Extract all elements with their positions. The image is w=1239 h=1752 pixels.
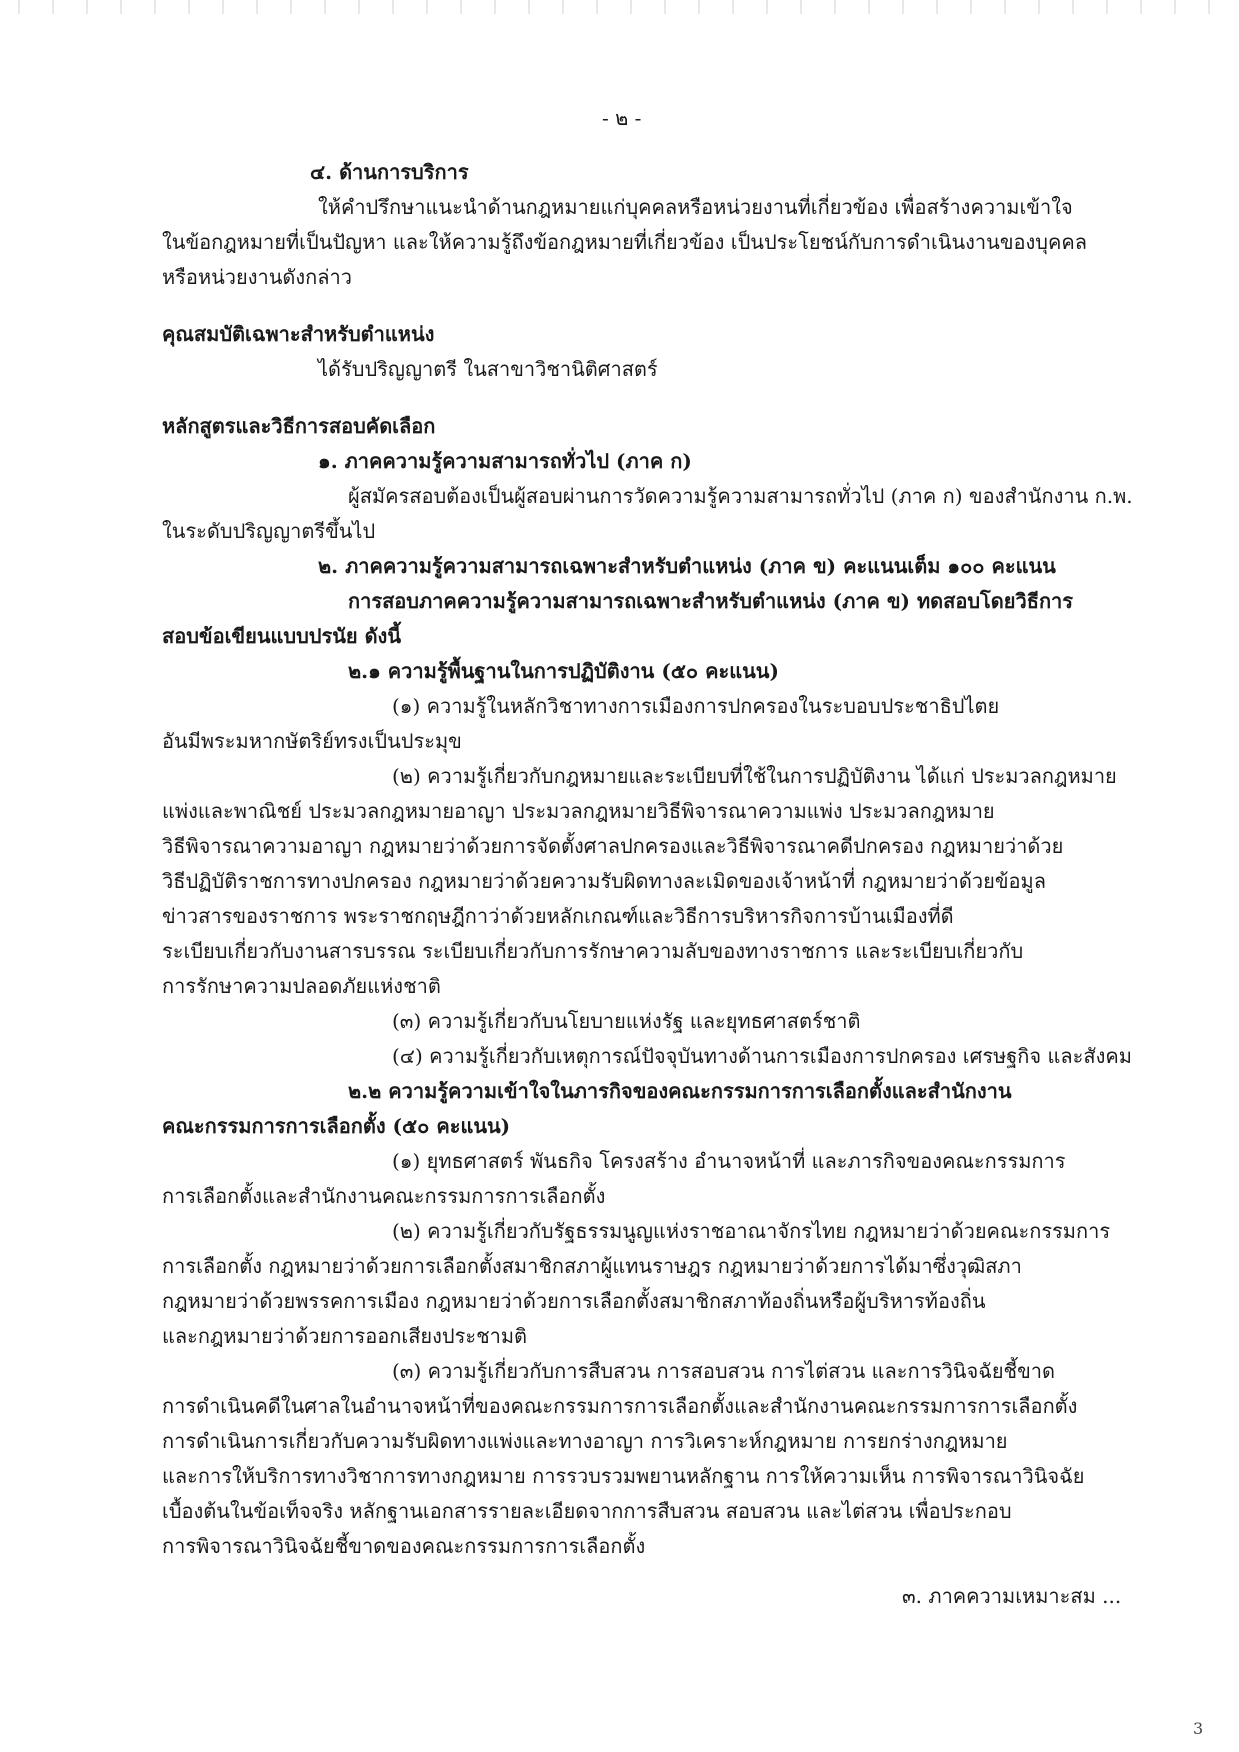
paragraph-line: การดำเนินการเกี่ยวกับความรับผิดทางแพ่งและทางอาญา การวิเคราะห์กฎหมาย การยกร่างกฎหมาย bbox=[162, 1429, 1008, 1453]
page-number: - ๒ - bbox=[602, 106, 642, 130]
paragraph-line: วิธีปฏิบัติราชการทางปกครอง กฎหมายว่าด้วยความรับผิดทางละเมิดของเจ้าหน้าที่ กฎหมายว่าด้วยข้อมูล bbox=[162, 869, 1046, 893]
subheading-part-b: ๒. ภาคความรู้ความสามารถเฉพาะสำหรับตำแหน่ง (ภาค ข) คะแนนเต็ม ๑๐๐ คะแนน bbox=[318, 554, 1056, 578]
paragraph-line: การเลือกตั้ง กฎหมายว่าด้วยการเลือกตั้งสมาชิกสภาผู้แทนราษฎร กฎหมายว่าด้วยการได้มาซึ่งวุฒิสภา bbox=[162, 1254, 1022, 1278]
paragraph-line-bold: การสอบภาคความรู้ความสามารถเฉพาะสำหรับตำแหน่ง (ภาค ข) ทดสอบโดยวิธีการ bbox=[348, 589, 1074, 613]
subheading-part-a: ๑. ภาคความรู้ความสามารถทั่วไป (ภาค ก) bbox=[318, 449, 692, 473]
paragraph-line: อันมีพระมหากษัตริย์ทรงเป็นประมุข bbox=[162, 729, 462, 753]
heading-curriculum: หลักสูตรและวิธีการสอบคัดเลือก bbox=[162, 414, 436, 438]
paragraph-line: เบื้องต้นในข้อเท็จจริง หลักฐานเอกสารรายละเอียดจากการสืบสวน สอบสวน และไต่สวน เพื่อประกอบ bbox=[162, 1499, 1012, 1523]
subheading-2-2: ๒.๒ ความรู้ความเข้าใจในภารกิจของคณะกรรมการการเลือกตั้งและสำนักงาน bbox=[348, 1079, 1012, 1103]
paragraph-line: วิธีพิจารณาความอาญา กฎหมายว่าด้วยการจัดตั้งศาลปกครองและวิธีพิจารณาคดีปกครอง กฎหมายว่าด้วย bbox=[162, 834, 1064, 858]
paragraph-line: กฎหมายว่าด้วยพรรคการเมือง กฎหมายว่าด้วยการเลือกตั้งสมาชิกสภาท้องถิ่นหรือผู้บริหารท้องถิ่น bbox=[162, 1289, 986, 1313]
list-item: (๓) ความรู้เกี่ยวกับการสืบสวน การสอบสวน การไต่สวน และการวินิจฉัยชี้ขาด bbox=[392, 1359, 1056, 1383]
subheading-2-1: ๒.๑ ความรู้พื้นฐานในการปฏิบัติงาน (๕๐ คะแนน) bbox=[348, 659, 779, 683]
list-item: (๔) ความรู้เกี่ยวกับเหตุการณ์ปัจจุบันทางด้านการเมืองการปกครอง เศรษฐกิจ และสังคม bbox=[392, 1044, 1132, 1068]
paragraph-line: ข่าวสารของราชการ พระราชกฤษฎีกาว่าด้วยหลักเกณฑ์และวิธีการบริหารกิจการบ้านเมืองที่ดี bbox=[162, 904, 954, 928]
paragraph-line: และกฎหมายว่าด้วยการออกเสียงประชามติ bbox=[162, 1324, 528, 1348]
paragraph-line: การรักษาความปลอดภัยแห่งชาติ bbox=[162, 974, 441, 998]
paragraph-line: แพ่งและพาณิชย์ ประมวลกฎหมายอาญา ประมวลกฎหมายวิธีพิจารณาความแพ่ง ประมวลกฎหมาย bbox=[162, 799, 995, 823]
list-item: (๑) ยุทธศาสตร์ พันธกิจ โครงสร้าง อำนาจหน้าที่ และภารกิจของคณะกรรมการ bbox=[392, 1149, 1066, 1173]
list-item: (๒) ความรู้เกี่ยวกับรัฐธรรมนูญแห่งราชอาณาจักรไทย กฎหมายว่าด้วยคณะกรรมการ bbox=[392, 1219, 1111, 1243]
section-heading-service: ๔. ด้านการบริการ bbox=[310, 160, 469, 184]
list-item: (๑) ความรู้ในหลักวิชาทางการเมืองการปกครองในระบอบประชาธิปไตย bbox=[392, 694, 1000, 718]
paragraph-line: ในข้อกฎหมายที่เป็นปัญหา และให้ความรู้ถึงข้อกฎหมายที่เกี่ยวข้อง เป็นประโยชน์กับการดำเนินงานของบุคคล bbox=[162, 230, 1087, 254]
list-item: (๒) ความรู้เกี่ยวกับกฎหมายและระเบียบที่ใช้ในการปฏิบัติงาน ได้แก่ ประมวลกฎหมาย bbox=[392, 764, 1117, 788]
paragraph-line: ระเบียบเกี่ยวกับงานสารบรรณ ระเบียบเกี่ยวกับการรักษาความลับของทางราชการ และระเบียบเกี่ยวกับ bbox=[162, 939, 1024, 963]
list-item: (๓) ความรู้เกี่ยวกับนโยบายแห่งรัฐ และยุทธศาสตร์ชาติ bbox=[392, 1009, 861, 1033]
paragraph-line-bold: สอบข้อเขียนแบบปรนัย ดังนี้ bbox=[162, 624, 401, 648]
paragraph-line: การเลือกตั้งและสำนักงานคณะกรรมการการเลือกตั้ง bbox=[162, 1184, 606, 1208]
scan-edge-noise bbox=[0, 0, 1239, 14]
paragraph-line: การดำเนินคดีในศาลในอำนาจหน้าที่ของคณะกรรมการการเลือกตั้งและสำนักงานคณะกรรมการการเลือกตั้ง bbox=[162, 1394, 1078, 1418]
qualification-line: ได้รับปริญญาตรี ในสาขาวิชานิติศาสตร์ bbox=[318, 357, 658, 381]
continuation-footer: ๓. ภาคความเหมาะสม ... bbox=[902, 1584, 1122, 1608]
heading-qualifications: คุณสมบัติเฉพาะสำหรับตำแหน่ง bbox=[162, 322, 435, 346]
paragraph-line-bold: คณะกรรมการการเลือกตั้ง (๕๐ คะแนน) bbox=[162, 1114, 511, 1138]
paragraph-line: ในระดับปริญญาตรีขึ้นไป bbox=[162, 519, 376, 543]
paragraph-line: การพิจารณาวินิจฉัยชี้ขาดของคณะกรรมการการเลือกตั้ง bbox=[162, 1534, 646, 1558]
paragraph-line: ผู้สมัครสอบต้องเป็นผู้สอบผ่านการวัดความรู้ความสามารถทั่วไป (ภาค ก) ของสำนักงาน ก.พ. bbox=[348, 484, 1133, 508]
corner-mark: 3 bbox=[1193, 1719, 1204, 1738]
paragraph-line: ให้คำปรึกษาแนะนำด้านกฎหมายแก่บุคคลหรือหน่วยงานที่เกี่ยวข้อง เพื่อสร้างความเข้าใจ bbox=[318, 195, 1073, 219]
paragraph-line: หรือหน่วยงานดังกล่าว bbox=[162, 265, 352, 289]
paragraph-line: และการให้บริการทางวิชาการทางกฎหมาย การรวบรวมพยานหลักฐาน การให้ความเห็น การพิจารณาวินิจฉัย bbox=[162, 1464, 1085, 1488]
